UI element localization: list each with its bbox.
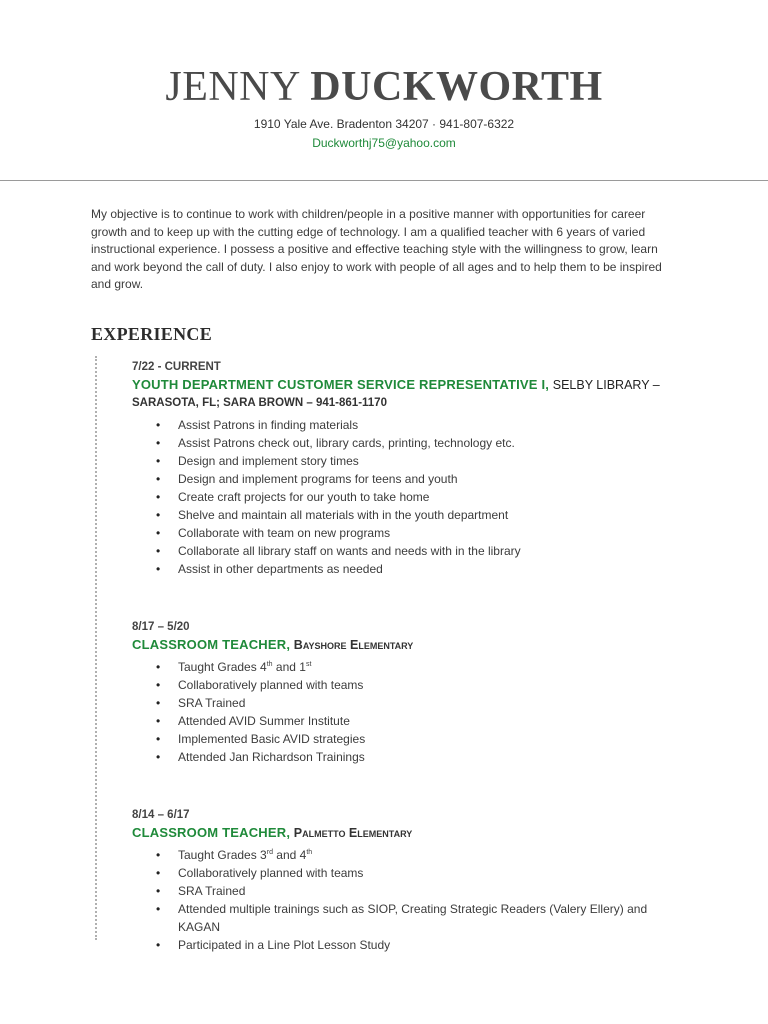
job-duties <box>132 416 692 578</box>
email-link[interactable]: Duckworthj75@yahoo.com <box>312 136 456 150</box>
grade-text: and 4 <box>272 848 307 862</box>
job-entry <box>132 358 692 578</box>
list-item: • Shelve and maintain all materials with in the youth department <box>178 506 692 524</box>
job-role: CLASSROOM TEACHER, <box>132 637 291 652</box>
resume-header <box>0 62 768 151</box>
list-item: • Assist in other departments as needed <box>178 560 692 578</box>
job-location-contact: SARASOTA, FL; SARA BROWN – 941-861-1170 <box>132 397 387 409</box>
job-dates: 8/17 – 5/20 <box>132 621 190 633</box>
job-entry <box>132 806 692 954</box>
timeline-divider <box>95 356 97 940</box>
job-title-line <box>132 636 692 654</box>
job-entry <box>132 618 692 766</box>
list-item: • Implemented Basic AVID strategies <box>178 730 692 748</box>
job-role: YOUTH DEPARTMENT CUSTOMER SERVICE REPRESENTATIVE I, <box>132 377 550 392</box>
list-item: • SRA Trained <box>178 882 692 900</box>
grade-text: and 1 <box>272 660 306 674</box>
job-dates: 8/14 – 6/17 <box>132 809 190 821</box>
experience-list <box>132 358 692 994</box>
list-item: • SRA Trained <box>178 694 692 712</box>
list-item: • Attended AVID Summer Institute <box>178 712 692 730</box>
first-name: JENNY <box>165 64 300 110</box>
list-item: • Design and implement programs for teens and youth <box>178 470 692 488</box>
job-dates: 7/22 - CURRENT <box>132 361 221 373</box>
list-item: • Collaborate with team on new programs <box>178 524 692 542</box>
last-name: DUCKWORTH <box>310 64 603 110</box>
list-item: • Collaborate all library staff on wants and needs with in the library <box>178 542 692 560</box>
job-employer: Palmetto Elementary <box>293 826 413 840</box>
job-title-line <box>132 824 692 842</box>
grade-suffix: th <box>266 661 273 668</box>
list-item: • Attended multiple trainings such as SIOP, Creating Strategic Readers (Valery Ellery) and KAGAN <box>178 900 692 936</box>
list-item: • Collaboratively planned with teams <box>178 864 692 882</box>
list-item <box>178 658 692 676</box>
list-item: • Attended Jan Richardson Trainings <box>178 748 692 766</box>
grade-suffix: st <box>305 661 312 668</box>
header-divider <box>0 180 768 181</box>
contact-line: 1910 Yale Ave. Bradenton 34207 · 941-807-6322 <box>253 117 515 131</box>
grade-suffix: rd <box>266 849 273 856</box>
grade-suffix: th <box>306 849 313 856</box>
list-item: • Assist Patrons check out, library cards, printing, technology etc. <box>178 434 692 452</box>
grade-text: Taught Grades 4 <box>178 660 267 674</box>
job-duties <box>132 658 692 766</box>
job-duties <box>132 846 692 954</box>
job-employer: Bayshore Elementary <box>293 638 414 652</box>
list-item: • Design and implement story times <box>178 452 692 470</box>
list-item: • Create craft projects for our youth to take home <box>178 488 692 506</box>
job-title-line <box>132 376 692 394</box>
job-role: CLASSROOM TEACHER, <box>132 825 291 840</box>
list-item: • Collaboratively planned with teams <box>178 676 692 694</box>
section-title-experience: EXPERIENCE <box>91 324 213 344</box>
list-item: • Assist Patrons in finding materials <box>178 416 692 434</box>
list-item <box>178 846 692 864</box>
objective-paragraph: My objective is to continue to work with children/people in a positive manner with opportunities for career growth and to keep up with the cutting edge of technology. I am a qualified teacher with 6 years of varied instructional experience. I possess a positive and effective teaching style with the willingness to grow, learn and work beyond the call of duty. I also enjoy to work with people of all ages and to help them to be inspired and grow. <box>91 207 662 291</box>
list-item: • Participated in a Line Plot Lesson Study <box>178 936 692 954</box>
candidate-name <box>0 62 768 112</box>
grade-text: Taught Grades 3 <box>178 848 267 862</box>
job-employer: SELBY LIBRARY – <box>552 378 660 392</box>
